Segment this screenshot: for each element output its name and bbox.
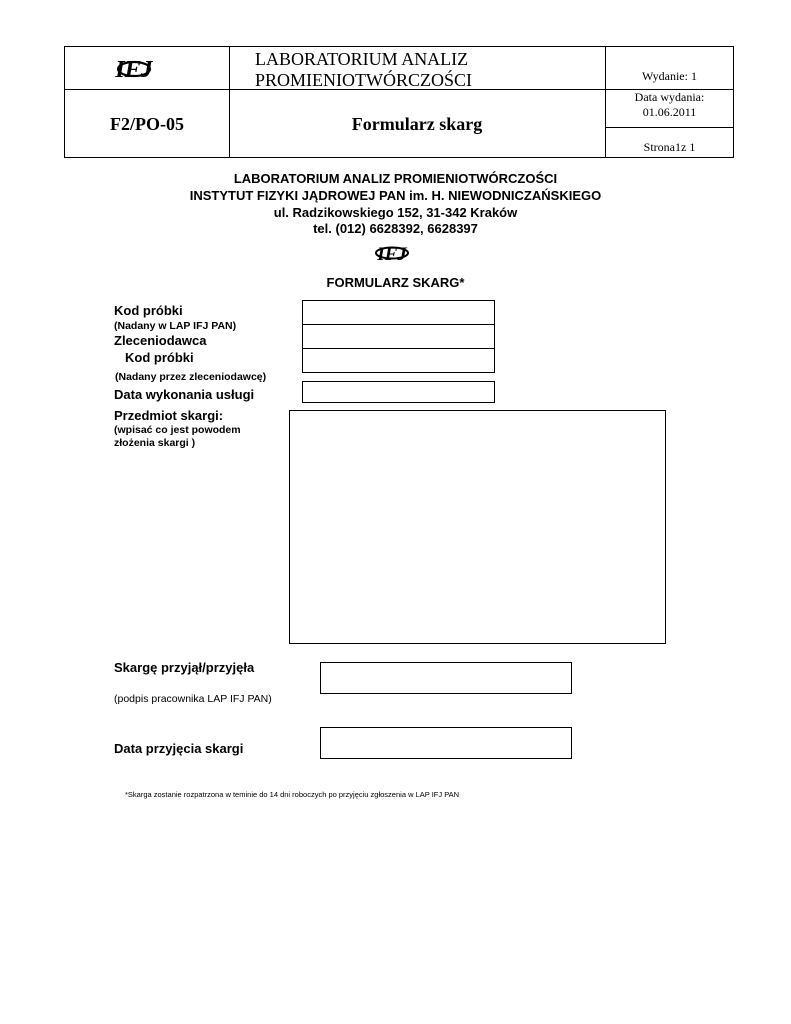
lab-title-line2: PROMIENIOTWÓRCZOŚCI — [255, 70, 473, 90]
client-input[interactable] — [302, 324, 495, 349]
form-title: FORMULARZ SKARG* — [326, 275, 465, 290]
institution-line2: INSTYTUT FIZYKI JĄDROWEJ PAN im. H. NIEWODNICZAŃSKIEGO — [189, 188, 602, 203]
subject-note-line2: złożenia skargi ) — [114, 437, 196, 449]
issue-date: 01.06.2011 — [642, 105, 697, 119]
subject-textarea[interactable] — [289, 410, 666, 644]
sample-code-note: (Nadany w LAP IFJ PAN) — [114, 320, 237, 332]
service-date-label: Data wykonania usługi — [114, 387, 255, 402]
document-header — [64, 46, 734, 158]
header-divider — [229, 47, 230, 157]
logo-lettering: IFJ — [115, 57, 153, 83]
issue-date-label: Data wydania: — [634, 90, 705, 104]
doc-code: F2/PO-05 — [110, 114, 184, 134]
sample-code-input[interactable] — [302, 300, 495, 325]
institution-phone: tel. (012) 6628392, 6628397 — [313, 221, 478, 236]
received-by-signature-field[interactable] — [320, 662, 572, 694]
service-date-input[interactable] — [302, 381, 495, 403]
subject-label: Przedmiot skargi: — [114, 408, 224, 423]
ifj-logo-icon — [115, 51, 153, 87]
received-date-label: Data przyjęcia skargi — [114, 741, 244, 756]
client-label: Zleceniodawca — [114, 333, 207, 348]
received-by-note: (podpis pracownika LAP IFJ PAN) — [114, 693, 272, 705]
page-number: Strona1z 1 — [643, 140, 696, 154]
client-sample-code-label: Kod próbki — [125, 350, 194, 365]
header-divider — [605, 127, 734, 128]
ifj-logo-small — [373, 239, 411, 272]
sample-code-label: Kod próbki — [114, 303, 183, 318]
logo-lettering-small: IFJ — [377, 244, 407, 265]
form-name: Formularz skarg — [351, 114, 483, 134]
client-sample-code-input[interactable] — [302, 348, 495, 373]
issue-date-block — [605, 90, 734, 120]
institution-line1: LABORATORIUM ANALIZ PROMIENIOTWÓRCZOŚCI — [233, 171, 558, 186]
ifj-logo — [115, 51, 153, 87]
client-sample-code-note: (Nadany przez zleceniodawcę) — [115, 371, 267, 383]
lab-title — [255, 49, 472, 91]
subject-note-line1: (wpisać co jest powodem — [114, 424, 241, 436]
ifj-logo-small-icon — [373, 239, 411, 267]
lab-title-line1: LABORATORIUM ANALIZ — [255, 49, 469, 69]
institution-address: ul. Radzikowskiego 152, 31-342 Kraków — [273, 205, 518, 220]
edition: Wydanie: 1 — [642, 69, 697, 83]
received-date-input[interactable] — [320, 727, 572, 759]
footnote: *Skarga zostanie rozpatrzona w teminie do 14 dni roboczych po przyjęciu zgłoszenia w LAP IFJ PAN — [125, 790, 460, 799]
received-by-label: Skargę przyjął/przyjęła — [114, 660, 255, 675]
